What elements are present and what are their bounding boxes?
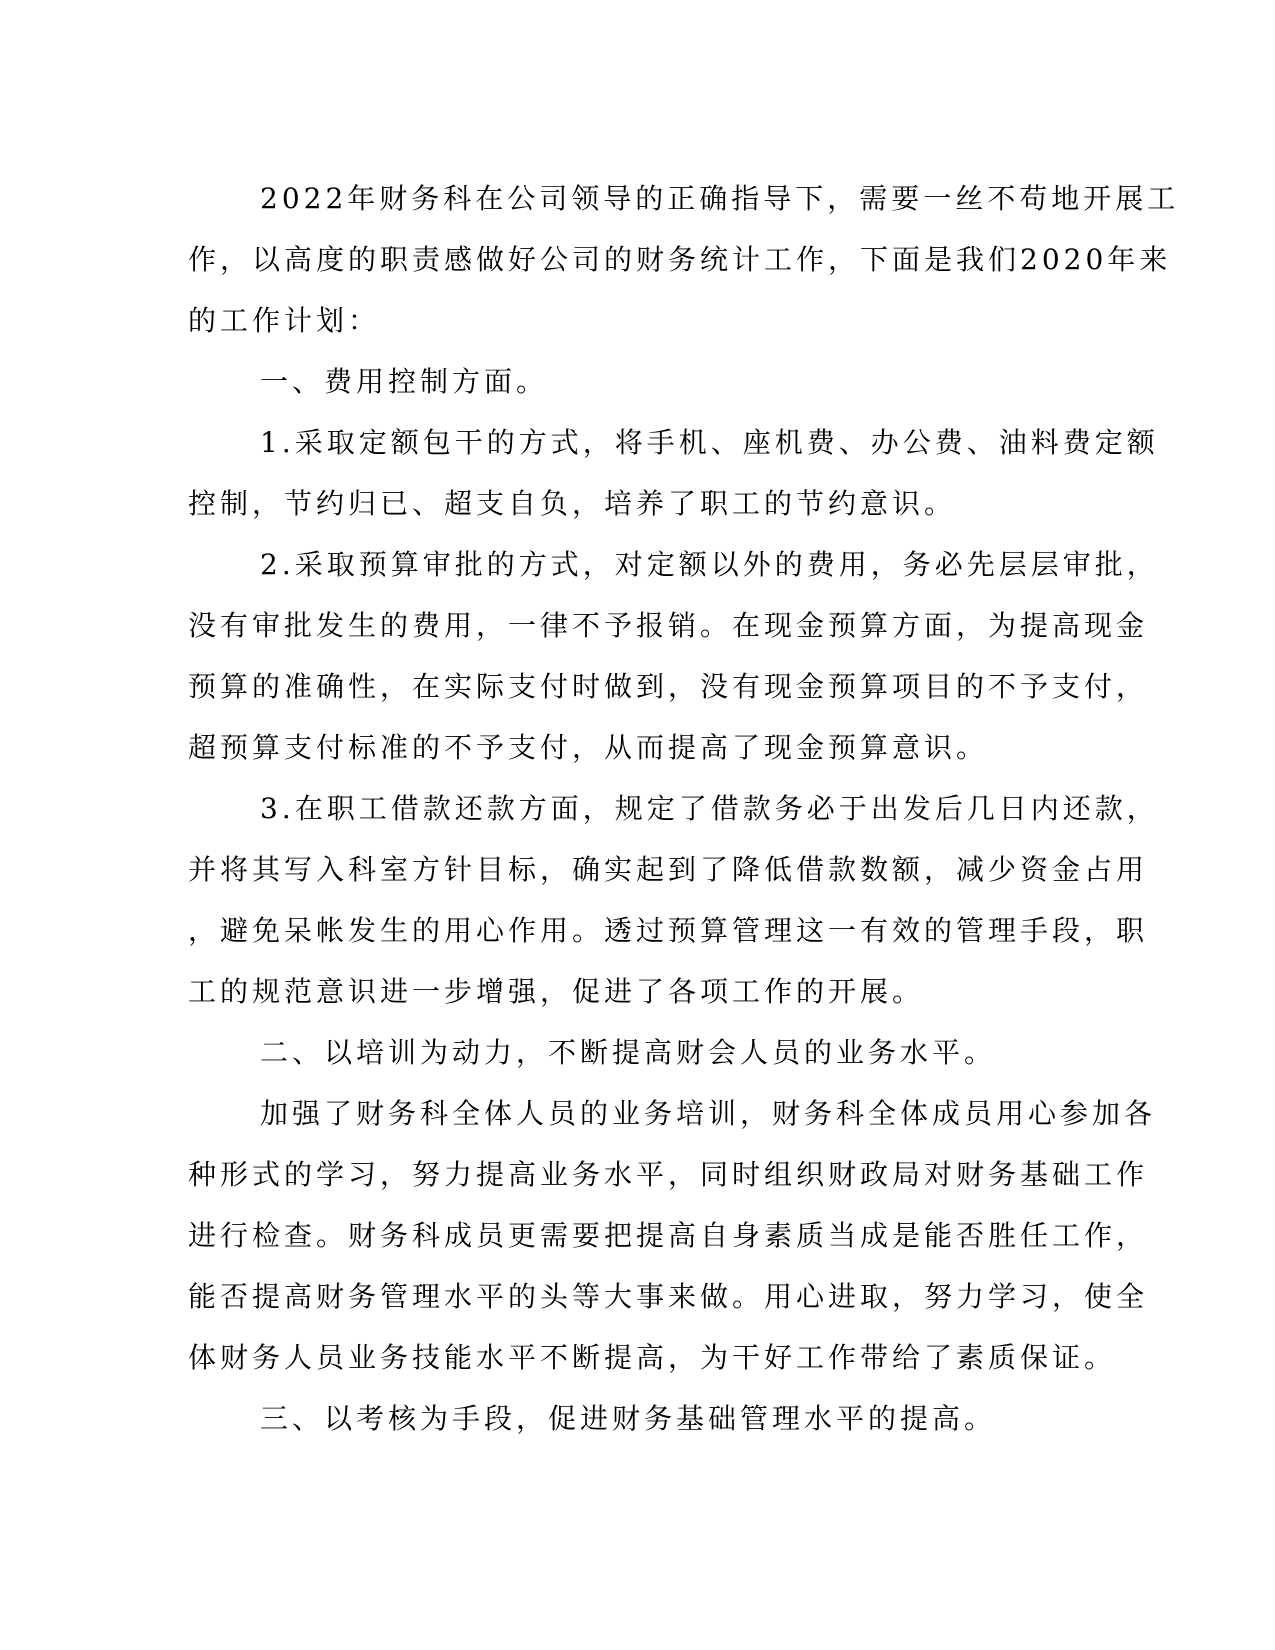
document-line: 1.采取定额包干的方式，将手机、座机费、办公费、油料费定额: [260, 426, 1159, 459]
document-line: 体财务人员业务技能水平不断提高，为干好工作带给了素质保证。: [188, 1341, 1117, 1374]
document-line: 控制，节约归已、超支自负，培养了职工的节约意识。: [188, 487, 957, 520]
document-body: [188, 168, 1180, 1449]
document-line: ，避免呆帐发生的用心作用。透过预算管理这一有效的管理手段，职: [188, 914, 1149, 947]
document-line: 2022年财务科在公司领导的正确指导下，需要一丝不苟地开展工: [260, 182, 1180, 215]
document-line: 进行检查。财务科成员更需要把提高自身素质当成是能否胜任工作，: [188, 1219, 1149, 1252]
document-line: 2.采取预算审批的方式，对定额以外的费用，务必先层层审批，: [260, 548, 1159, 581]
document-line: 种形式的学习，努力提高业务水平，同时组织财政局对财务基础工作: [188, 1158, 1149, 1191]
document-line: 预算的准确性，在实际支付时做到，没有现金预算项目的不予支付，: [188, 670, 1149, 703]
document-line: 三、以考核为手段，促进财务基础管理水平的提高。: [260, 1402, 997, 1435]
document-line: 并将其写入科室方针目标，确实起到了降低借款数额，减少资金占用: [188, 853, 1149, 886]
document-line: 的工作计划：: [188, 304, 381, 337]
document-line: 加强了财务科全体人员的业务培训，财务科全体成员用心参加各: [260, 1097, 1157, 1130]
document-line: 3.在职工借款还款方面，规定了借款务必于出发后几日内还款，: [260, 792, 1159, 825]
document-line: 一、费用控制方面。: [260, 365, 549, 398]
document-line: 超预算支付标准的不予支付，从而提高了现金预算意识。: [188, 731, 989, 764]
document-line: 能否提高财务管理水平的头等大事来做。用心进取，努力学习，使全: [188, 1280, 1149, 1313]
document-line: 没有审批发生的费用，一律不予报销。在现金预算方面，为提高现金: [188, 609, 1149, 642]
document-line: 工的规范意识进一步增强，促进了各项工作的开展。: [188, 975, 925, 1008]
document-line: 作，以高度的职责感做好公司的财务统计工作，下面是我们2020年来: [188, 243, 1172, 276]
document-line: 二、以培训为动力，不断提高财会人员的业务水平。: [260, 1036, 997, 1069]
